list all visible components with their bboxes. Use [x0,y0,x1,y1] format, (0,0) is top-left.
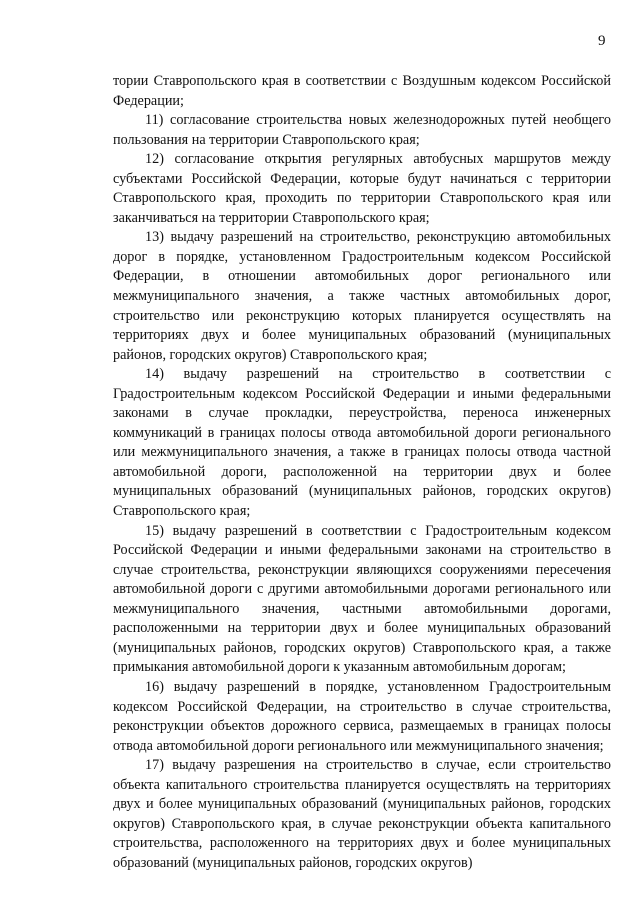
document-body [113,72,611,873]
paragraph-item-16: 16) выдачу разрешений в порядке, установленном Градостроительным кодексом Российской Федерации, на строительство в случае строительства, реконструкции объектов дорожного сервиса, размещаемых в границах полосы отвода автомобильной дороги регионального или межмуниципального значения; [113,678,611,754]
paragraph-item-17: 17) выдачу разрешения на строительство в случае, если строительство объекта капитального строительства планируется осуществлять на территориях двух и более муниципальных образований (муниципальных районов, городских округов) Ставропольского края, в случае реконструкции объекта капитального строительства, расположенного на территориях двух и более муниципальных образований (муниципальных районов, городских округов) [113,757,611,871]
paragraph-item-11: 11) согласование строительства новых железнодорожных путей необщего пользования на территории Ставропольского края; [113,112,611,148]
page-number: 9 [598,33,606,49]
paragraph-continuation: тории Ставропольского края в соответствии с Воздушным кодексом Российской Федерации; [113,73,611,109]
paragraph-item-12: 12) согласование открытия регулярных автобусных маршрутов между субъектами Российской Федерации, которые будут начинаться с территории Ставропольского края, проходить по территории Ставропольского края или заканчиваться на территории Ставропольского края; [113,151,611,226]
paragraph-item-13: 13) выдачу разрешений на строительство, реконструкцию автомобильных дорог в порядке, установленном Градостроительным кодексом Российской Федерации, в отношении автомобильных дорог регионального или межмуниципального значения, а также частных автомобильных дорог, строительство или реконструкцию которых планируется осуществлять на территориях двух и более муниципальных образований (муниципальных районов, городских округов) Ставропольского края; [113,229,611,363]
paragraph-item-14: 14) выдачу разрешений на строительство в соответствии с Градостроительным кодексом Российской Федерации и иными федеральными законами в случае прокладки, переустройства, переноса инженерных коммуникаций в границах полосы отвода автомобильной дороги регионального или межмуниципального значения, а также в границах полосы отвода частной автомобильной дороги, расположенной на территории двух и более муниципальных образований (муниципальных районов, городских округов) Ставропольского края; [113,366,611,520]
paragraph-item-15: 15) выдачу разрешений в соответствии с Градостроительным кодексом Российской Федерации и иными федеральными законами на строительство в случае строительства, реконструкции являющихся сооружениями пересечения автомобильной дороги с другими автомобильными дорогами регионального или межмуниципального значения, частными автомобильными дорогами, расположенными на территории двух и более муниципальных образований (муниципальных районов, городских округов) Ставропольского края, а также примыкания автомобильной дороги к указанным автомобильным дорогам; [113,522,611,676]
